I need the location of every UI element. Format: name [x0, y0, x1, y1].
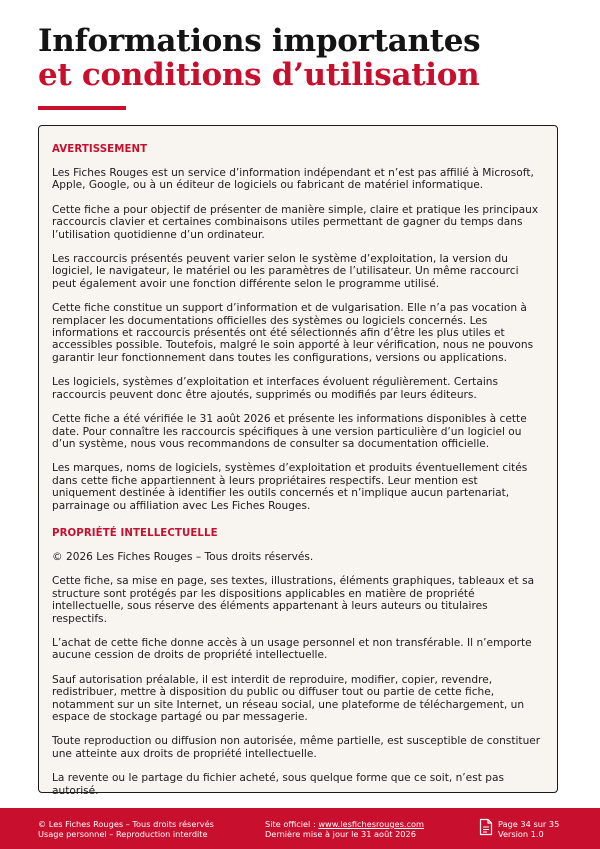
warning-paragraph: Cette fiche a été vérifiée le 31 août 2026 et présente les informations disponibles à cette date. Pour connaître les raccourcis spécifiques à une version particulière d’un logiciel ou d’un système, nous vous recommandons de consulter sa documentation officielle.	[52, 413, 527, 450]
ip-paragraph: Toute reproduction ou diffusion non autorisée, même partielle, est susceptible de constituer une atteinte aux droits de propriété intellectuelle.	[52, 735, 541, 760]
warning-paragraph: Les marques, noms de logiciels, systèmes d’exploitation et produits éventuellement cités dans cette fiche appartiennent à leurs propriétaires respectifs. Leur mention est uniquement destinée à identifier les outils concernés et n’implique aucun partenariat, parrainage ou affiliation avec Les Fiches Rouges.	[52, 462, 528, 512]
warning-paragraph: Les Fiches Rouges est un service d’information indépendant et n’est pas affilié à Microsoft, Apple, Google, ou à un éditeur de logiciels ou fabricant de matériel informatique.	[52, 167, 534, 192]
footer-updated: Dernière mise à jour le 31 août 2026	[265, 829, 416, 839]
terms-panel	[38, 125, 558, 797]
ip-paragraph: Sauf autorisation préalable, il est interdit de reproduire, modifier, copier, revendre, redistribuer, mettre à disposition du public ou diffuser tout ou partie de cette fiche, notamment sur un site Internet, un réseau social, une plateforme de téléchargement, un espace de stockage partagé ou par messagerie.	[52, 673, 525, 723]
ip-paragraph: © 2026 Les Fiches Rouges – Tous droits réservés.	[52, 550, 314, 563]
footer-usage: Usage personnel – Reproduction interdite	[38, 829, 208, 839]
page-footer	[0, 808, 600, 849]
ip-paragraph: La revente ou le partage du fichier acheté, sous quelque forme que ce soit, n’est pas autorisé.	[52, 772, 504, 797]
warning-paragraph: Les raccourcis présentés peuvent varier selon le système d’exploitation, la version du logiciel, le navigateur, le matériel ou les paramètres de l’utilisateur. Un même raccourci peut également avoir une fonction différente selon le programme utilisé.	[52, 253, 519, 290]
warning-paragraph: Les logiciels, systèmes d’exploitation et interfaces évoluent régulièrement. Certains raccourcis peuvent donc être ajoutés, supprimés ou modifiés par leurs éditeurs.	[52, 376, 498, 401]
footer-site	[265, 819, 424, 829]
title-line-2: et conditions d’utilisation	[38, 57, 480, 93]
title-underline	[38, 106, 126, 110]
page-number: Page 34 sur 35	[498, 819, 560, 829]
ip-paragraph: L’achat de cette fiche donne accès à un usage personnel et non transférable. Il n’emporte aucune cession de droits de propriété intellectuelle.	[52, 636, 532, 662]
document-icon	[479, 818, 493, 836]
footer-rights: © Les Fiches Rouges – Tous droits réservés	[38, 819, 214, 829]
footer-page-info	[498, 819, 559, 839]
warning-paragraph: Cette fiche a pour objectif de présenter de manière simple, claire et pratique les principaux raccourcis clavier et certaines combinaisons utiles permettant de gagner du temps dans l’utilisation quotidienne d’un ordinateur.	[52, 203, 539, 241]
page-title	[38, 24, 480, 92]
title-line-1: Informations importantes	[38, 23, 481, 59]
warning-paragraph: Cette fiche constitue un support d’information et de vulgarisation. Elle n’a pas vocation à remplacer les documentations officielles des systèmes ou logiciels concernés. Les informations et raccourcis présentés ont été sélectionnés afin d’être les plus utiles et accessibles possible. Toutefois, malgré le soin apporté à leur vérification, nous ne pouvons garantir leur fonctionnement dans toutes les configurations, versions ou applications.	[52, 302, 534, 364]
ip-heading: PROPRIÉTÉ INTELLECTUELLE	[52, 527, 218, 539]
warning-heading: AVERTISSEMENT	[52, 144, 148, 155]
footer-site-prefix: Site officiel :	[265, 819, 319, 829]
site-link[interactable]: www.lesfichesrouges.com	[318, 819, 424, 829]
footer-site-info	[265, 819, 424, 839]
version-label: Version 1.0	[498, 829, 544, 839]
ip-paragraph: Cette fiche, sa mise en page, ses textes, illustrations, éléments graphiques, tableaux et sa structure sont protégés par les dispositions applicables en matière de propriété intellectuelle, sous réserve des éléments appartenant à leurs auteurs ou titulaires respectifs.	[52, 575, 535, 625]
footer-copyright	[38, 819, 214, 839]
